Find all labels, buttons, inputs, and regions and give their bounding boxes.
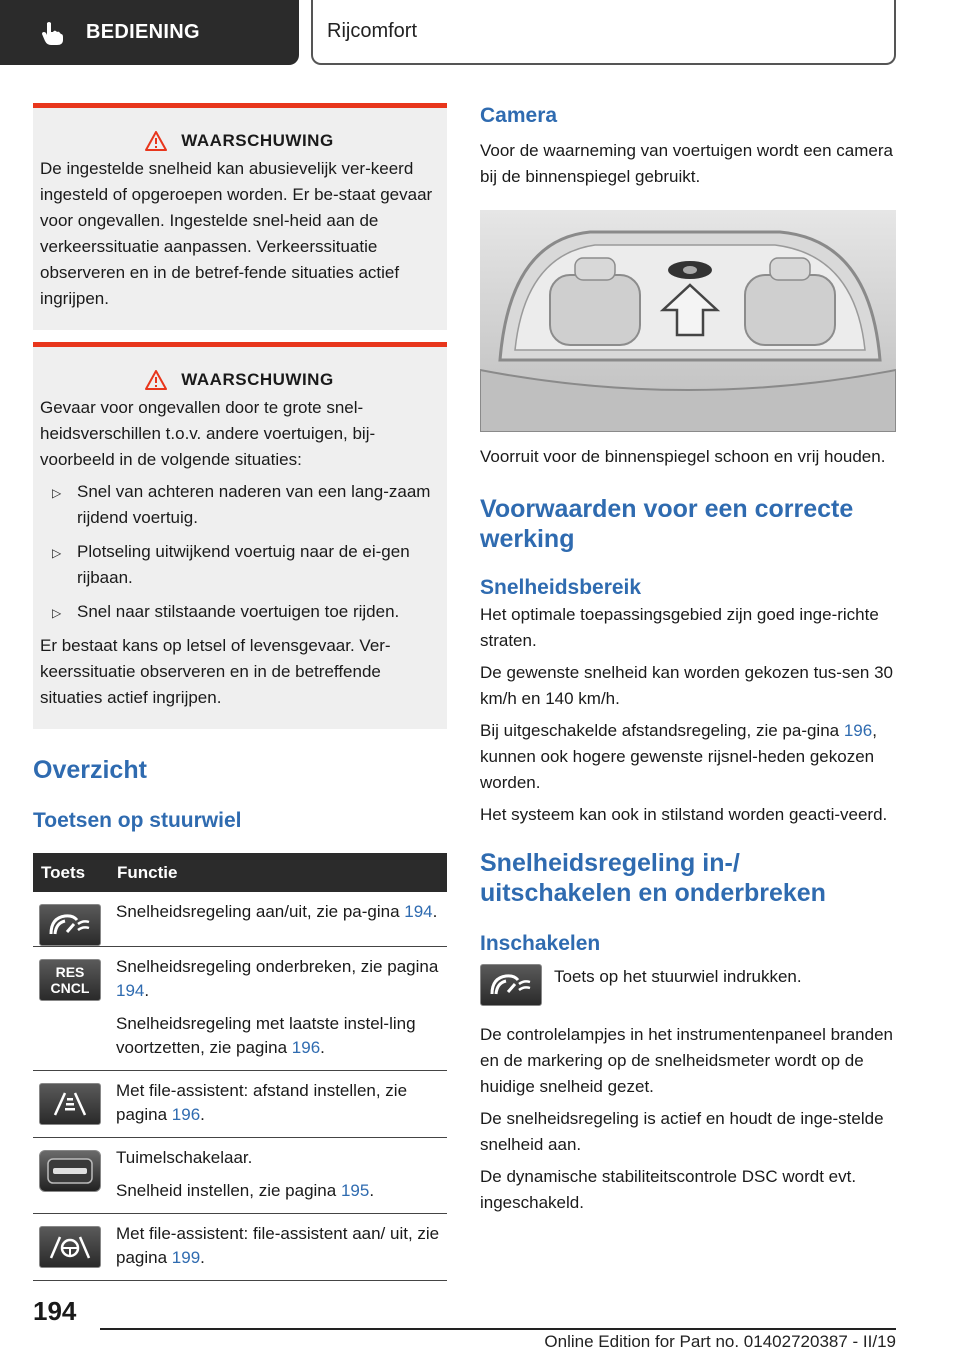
table-header-row	[33, 853, 447, 892]
right-column	[480, 100, 896, 1216]
switching-paragraph: De dynamische stabiliteitscontrole DSC wordt evt. ingeschakeld.	[480, 1167, 857, 1212]
warning-title: WAARSCHUWING	[181, 131, 334, 150]
switching-paragraph: De snelheidsregeling is actief en houdt de inge-stelde snelheid aan.	[480, 1109, 884, 1154]
table-row	[33, 1138, 447, 1214]
speed-range-heading: Snelheidsbereik	[480, 576, 642, 599]
conditions-paragraph: De gewenste snelheid kan worden gekozen tus-sen 30 km/h en 140 km/h.	[480, 663, 893, 708]
hand-icon	[38, 19, 66, 47]
section-tab[interactable]	[0, 0, 299, 65]
table-row	[33, 1214, 447, 1281]
page-link[interactable]: 194	[116, 981, 145, 1000]
page-link[interactable]: 199	[171, 1248, 201, 1267]
warning-triangle-icon	[145, 131, 167, 151]
warning-header	[40, 367, 439, 393]
warning-triangle-icon	[145, 370, 167, 390]
camera-heading: Camera	[480, 104, 558, 127]
conditions-heading: Voorwaarden voor een correcte werking	[480, 495, 854, 553]
table-row	[33, 892, 447, 947]
warning-title: WAARSCHUWING	[181, 370, 334, 389]
list-item: ▷ Snel van achteren naderen van een lang-zaam rijdend voertuig.	[52, 482, 431, 527]
section-label: BEDIENING	[86, 21, 200, 43]
conditions-paragraph: Bij uitgeschakelde afstandsregeling, zie pa-gina 196, kunnen ook hogere gewenste rijsnel-heden gekozen worden.	[480, 721, 877, 792]
traffic-jam-assistant-icon	[39, 1226, 101, 1268]
bullet-triangle-icon: ▷	[52, 546, 62, 560]
chapter-header	[311, 0, 896, 65]
bullet-triangle-icon: ▷	[52, 486, 62, 500]
page-link[interactable]: 195	[340, 1181, 370, 1200]
list-item: ▷ Snel naar stilstaande voertuigen toe rijden.	[40, 599, 439, 625]
cruise-control-icon	[480, 964, 542, 1006]
conditions-paragraph: Het optimale toepassingsgebied zijn goed inge-richte straten.	[480, 605, 879, 650]
chapter-title: Rijcomfort	[327, 20, 418, 42]
subheading-steering-buttons: Toetsen op stuurwiel	[33, 809, 242, 832]
warning-outro: Er bestaat kans op letsel of levensgevaar. Ver-keerssituatie observeren en in de betreffende situaties actief ingrijpen.	[40, 636, 391, 707]
page-link[interactable]: 194	[404, 902, 433, 921]
bullet-triangle-icon: ▷	[52, 606, 62, 620]
page-number: 194	[33, 1296, 77, 1326]
activate-instruction: Toets op het stuurwiel indrukken.	[554, 967, 802, 986]
list-item: ▷ Plotseling uitwijkend voertuig naar de ei-gen rijbaan.	[52, 542, 410, 587]
activate-row	[480, 964, 896, 1006]
page-link[interactable]: 196	[291, 1038, 321, 1057]
switching-heading: Snelheidsregeling in-/ uitschakelen en onderbreken	[480, 849, 826, 907]
page-link[interactable]: 196	[843, 721, 873, 740]
conditions-paragraph: Het systeem kan ook in stilstand worden geacti-veerd.	[480, 805, 888, 824]
switching-paragraph: De controlelampjes in het instrumentenpaneel branden en de markering op de snelheidsmeter wordt op de huidige snelheid gezet.	[480, 1025, 893, 1096]
function-text: Met file-assistent: file-assistent aan/ uit, zie pagina 199.	[116, 1224, 440, 1267]
buttons-table	[33, 853, 447, 1281]
res-cncl-icon: RES CNCL	[39, 959, 101, 1001]
table-row	[33, 1071, 447, 1138]
warning-header	[40, 128, 439, 154]
section-heading-overview: Overzicht	[33, 756, 147, 784]
camera-illustration	[480, 210, 896, 432]
left-column	[33, 103, 447, 1281]
camera-note: Voorruit voor de binnenspiegel schoon en vrij houden.	[480, 447, 886, 466]
function-text: Tuimelschakelaar.	[116, 1148, 253, 1167]
page-link[interactable]: 196	[171, 1105, 201, 1124]
column-header-function: Functie	[109, 853, 447, 892]
activate-heading: Inschakelen	[480, 932, 601, 955]
cruise-control-icon	[39, 904, 101, 946]
camera-text: Voor de waarneming van voertuigen wordt een camera bij de binnenspiegel gebruikt.	[480, 141, 893, 186]
function-text: Snelheidsregeling aan/uit, zie pa-gina 194.	[116, 902, 438, 921]
edition-note: Online Edition for Part no. 01402720387 - II/19	[544, 1332, 896, 1351]
warning-text: De ingestelde snelheid kan abusievelijk ver-keerd ingesteld of opgeroepen worden. Er be-staat gevaar voor ongevallen. Ingestelde snel-heid aan de verkeerssituatie aanpassen. Verkeerssituatie observeren en in de betref-fende situaties actief ingrijpen.	[40, 159, 433, 308]
rocker-switch-icon	[39, 1150, 101, 1192]
distance-icon	[39, 1083, 101, 1125]
warning-box-1	[33, 103, 447, 330]
warning-bullet-list	[40, 479, 439, 625]
function-text: Met file-assistent: afstand instellen, zie pagina 196.	[116, 1081, 408, 1124]
table-row	[33, 947, 447, 1071]
function-text: Snelheidsregeling met laatste instel-ling voortzetten, zie pagina 196.	[116, 1014, 416, 1057]
footer-divider	[100, 1328, 896, 1330]
function-text: Snelheidsregeling onderbreken, zie pagina 194.	[116, 957, 439, 1000]
warning-box-2	[33, 342, 447, 729]
warning-intro: Gevaar voor ongevallen door te grote snel-heidsverschillen t.o.v. andere voertuigen, bij-voorbeeld in de volgende situaties:	[40, 398, 376, 469]
column-header-key: Toets	[33, 853, 109, 892]
function-text: Snelheid instellen, zie pagina 195.	[116, 1181, 375, 1200]
